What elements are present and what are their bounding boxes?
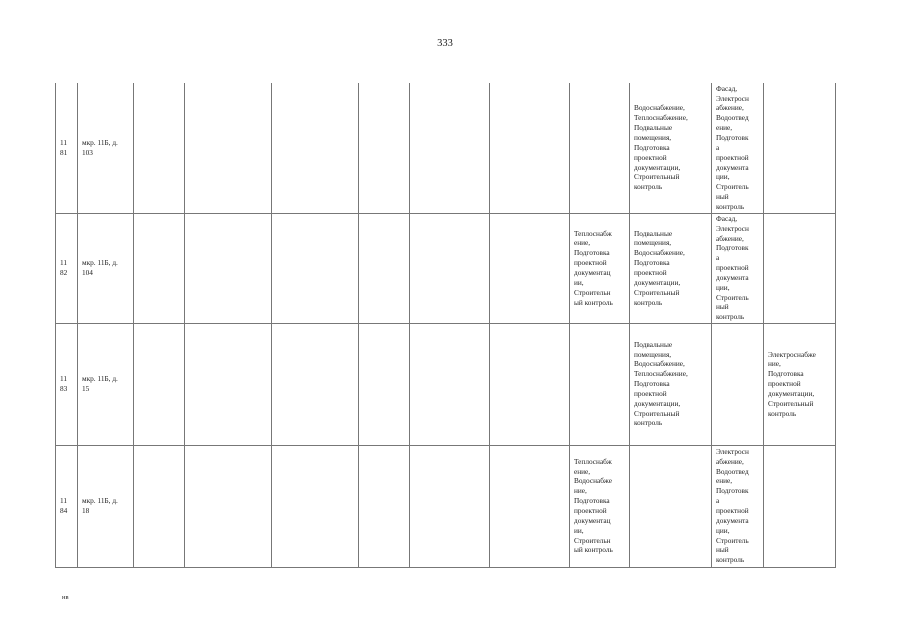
address: мкр. 11Б, д. 104 xyxy=(82,258,118,277)
address-cell xyxy=(78,213,134,323)
address: мкр. 11Б, д. 18 xyxy=(82,496,118,515)
empty-cell xyxy=(272,323,359,445)
page-number: 333 xyxy=(437,38,453,49)
work-types: Теплоснабж ение, Подготовка проектной документац ии, Строительн ый контроль xyxy=(574,228,613,307)
work-types: Фасад, Электросн абжение, Подготовк а проектной документа ции, Строитель ный контроль xyxy=(716,213,749,322)
work-types: Теплоснабж ение, Водоснабже ние, Подготовка проектной документац ии, Строительн ый контроль xyxy=(574,456,613,555)
work-types-cell xyxy=(764,83,836,213)
empty-cell xyxy=(490,445,570,567)
work-types-cell xyxy=(712,213,764,323)
table-row xyxy=(56,323,836,445)
empty-cell xyxy=(134,213,185,323)
row-number-cell xyxy=(56,445,78,567)
table-row xyxy=(56,83,836,213)
work-types-cell xyxy=(630,445,712,567)
row-number: 11 81 xyxy=(60,137,68,157)
footer-mark: нв xyxy=(62,594,69,601)
work-types-cell xyxy=(570,213,630,323)
empty-cell xyxy=(410,445,490,567)
empty-cell xyxy=(185,445,272,567)
empty-cell xyxy=(359,323,410,445)
row-number-cell xyxy=(56,83,78,213)
row-number-cell xyxy=(56,323,78,445)
empty-cell xyxy=(490,323,570,445)
empty-cell xyxy=(272,83,359,213)
work-types-cell xyxy=(630,213,712,323)
empty-cell xyxy=(359,83,410,213)
empty-cell xyxy=(410,83,490,213)
work-types: Водоснабжение, Теплоснабжение, Подвальные помещения, Подготовка проектной документации, Строительный контроль xyxy=(634,103,688,192)
empty-cell xyxy=(185,83,272,213)
table-row xyxy=(56,445,836,567)
empty-cell xyxy=(272,445,359,567)
empty-cell xyxy=(272,213,359,323)
work-types-cell xyxy=(570,445,630,567)
empty-cell xyxy=(134,323,185,445)
work-types-cell xyxy=(570,83,630,213)
work-types: Подвальные помещения, Водоснабжение, Подготовка проектной документации, Строительный контроль xyxy=(634,228,685,307)
address: мкр. 11Б, д. 15 xyxy=(82,374,118,393)
work-types-cell xyxy=(712,83,764,213)
address-cell xyxy=(78,445,134,567)
work-types-cell xyxy=(712,445,764,567)
work-types-cell xyxy=(764,445,836,567)
work-types-cell xyxy=(570,323,630,445)
table-row xyxy=(56,213,836,323)
empty-cell xyxy=(410,213,490,323)
work-schedule-table xyxy=(55,83,836,568)
row-number: 11 83 xyxy=(60,374,68,393)
empty-cell xyxy=(359,213,410,323)
work-types-cell xyxy=(712,323,764,445)
work-types: Электросн абжение, Водоотвед ение, Подготовк а проектной документа ции, Строитель ный контроль xyxy=(716,446,749,565)
row-number: 11 84 xyxy=(60,496,68,515)
empty-cell xyxy=(410,323,490,445)
row-number-cell xyxy=(56,213,78,323)
empty-cell xyxy=(185,213,272,323)
empty-cell xyxy=(185,323,272,445)
work-types: Подвальные помещения, Водоснабжение, Теплоснабжение, Подготовка проектной документации, Строительный контроль xyxy=(634,339,688,428)
work-types-cell xyxy=(764,213,836,323)
row-number: 11 82 xyxy=(60,258,68,277)
empty-cell xyxy=(359,445,410,567)
work-types: Фасад, Электросн абжение, Водоотвед ение, Подготовк а проектной документа ции, Строитель ный контроль xyxy=(716,83,749,211)
empty-cell xyxy=(134,445,185,567)
work-types-cell xyxy=(630,323,712,445)
address: мкр. 11Б, д. 103 xyxy=(82,137,118,157)
work-types-cell xyxy=(630,83,712,213)
work-types-cell xyxy=(764,323,836,445)
empty-cell xyxy=(490,213,570,323)
empty-cell xyxy=(134,83,185,213)
address-cell xyxy=(78,323,134,445)
address-cell xyxy=(78,83,134,213)
empty-cell xyxy=(490,83,570,213)
work-types: Электроснабже ние, Подготовка проектной документации, Строительный контроль xyxy=(768,349,816,418)
